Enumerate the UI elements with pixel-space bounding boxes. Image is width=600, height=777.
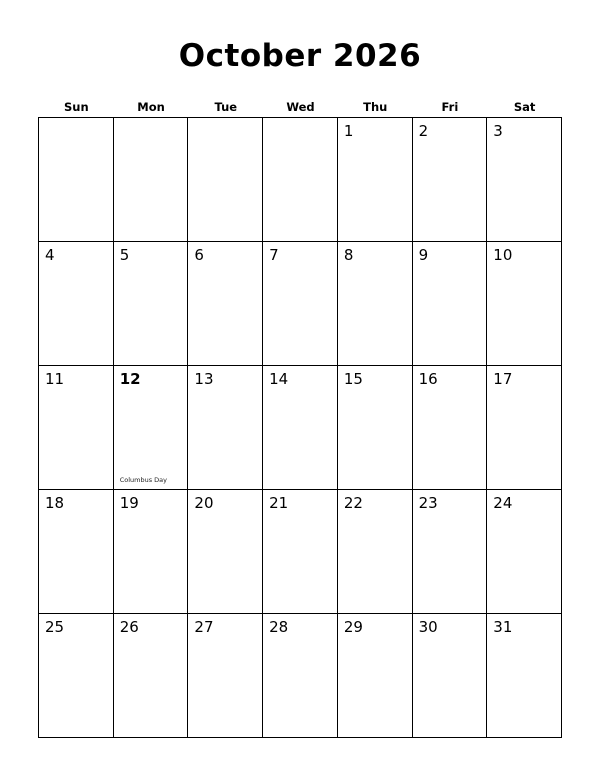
day-number: 7 — [269, 246, 279, 264]
day-number: 9 — [418, 246, 429, 264]
day-number: 2 — [418, 122, 429, 140]
day-number: 27 — [194, 618, 214, 636]
weekday-thu: Thu — [363, 100, 388, 114]
day-cell — [487, 490, 562, 614]
day-cell — [413, 490, 488, 614]
day-cell — [413, 614, 488, 738]
day-number: 25 — [45, 618, 65, 636]
weekday-wed: Wed — [286, 100, 315, 114]
day-cell — [114, 242, 189, 366]
day-number: 20 — [194, 494, 214, 512]
day-cell — [263, 366, 338, 490]
day-number: 6 — [194, 246, 204, 264]
day-number: 24 — [493, 494, 513, 512]
day-number: 15 — [343, 370, 363, 388]
day-number: 17 — [493, 370, 513, 388]
day-cell — [413, 242, 488, 366]
day-number: 21 — [269, 494, 289, 512]
day-cell — [487, 366, 562, 490]
day-cell — [263, 614, 338, 738]
day-number: 1 — [343, 122, 354, 140]
holiday-label: Columbus Day — [119, 476, 168, 484]
day-number: 14 — [269, 370, 289, 388]
day-number: 13 — [194, 370, 214, 388]
day-cell — [188, 366, 263, 490]
day-cell — [39, 366, 114, 490]
day-cell — [39, 614, 114, 738]
day-cell — [39, 118, 114, 242]
weekday-sun: Sun — [64, 100, 89, 114]
day-number: 23 — [418, 494, 438, 512]
day-number: 8 — [343, 246, 354, 264]
day-cell — [39, 490, 114, 614]
day-cell — [338, 614, 413, 738]
day-number: 12 — [119, 370, 141, 388]
day-cell — [114, 614, 189, 738]
day-number: 29 — [343, 618, 363, 636]
day-number: 3 — [493, 122, 503, 140]
weekday-mon: Mon — [137, 100, 165, 114]
day-cell — [413, 366, 488, 490]
day-number: 18 — [45, 494, 65, 512]
day-number: 11 — [45, 370, 65, 388]
day-cell — [114, 490, 189, 614]
day-number: 30 — [418, 618, 438, 636]
calendar-title: October 2026 — [178, 38, 422, 74]
day-number: 19 — [119, 494, 139, 512]
day-cell — [188, 490, 263, 614]
day-cell — [188, 242, 263, 366]
weekday-tue: Tue — [214, 100, 238, 114]
day-cell — [487, 118, 562, 242]
day-cell — [487, 614, 562, 738]
day-number: 10 — [493, 246, 513, 264]
day-number: 16 — [418, 370, 438, 388]
day-number: 4 — [45, 246, 55, 264]
day-cell — [114, 118, 189, 242]
day-cell — [263, 118, 338, 242]
day-number: 28 — [269, 618, 289, 636]
day-number: 31 — [493, 618, 513, 636]
day-cell — [114, 366, 189, 490]
day-number: 22 — [343, 494, 363, 512]
day-cell — [188, 614, 263, 738]
weekday-fri: Fri — [441, 100, 459, 114]
weekday-header-row — [39, 98, 562, 116]
day-cell — [487, 242, 562, 366]
day-cell — [338, 366, 413, 490]
day-cell — [263, 490, 338, 614]
day-cell — [188, 118, 263, 242]
day-number: 5 — [119, 246, 130, 264]
day-cell — [338, 490, 413, 614]
weekday-sat: Sat — [513, 100, 536, 114]
day-cell — [413, 118, 488, 242]
day-cell — [338, 118, 413, 242]
day-cell — [39, 242, 114, 366]
calendar-grid — [38, 117, 562, 738]
day-cell — [263, 242, 338, 366]
day-number: 26 — [119, 618, 139, 636]
day-cell — [338, 242, 413, 366]
